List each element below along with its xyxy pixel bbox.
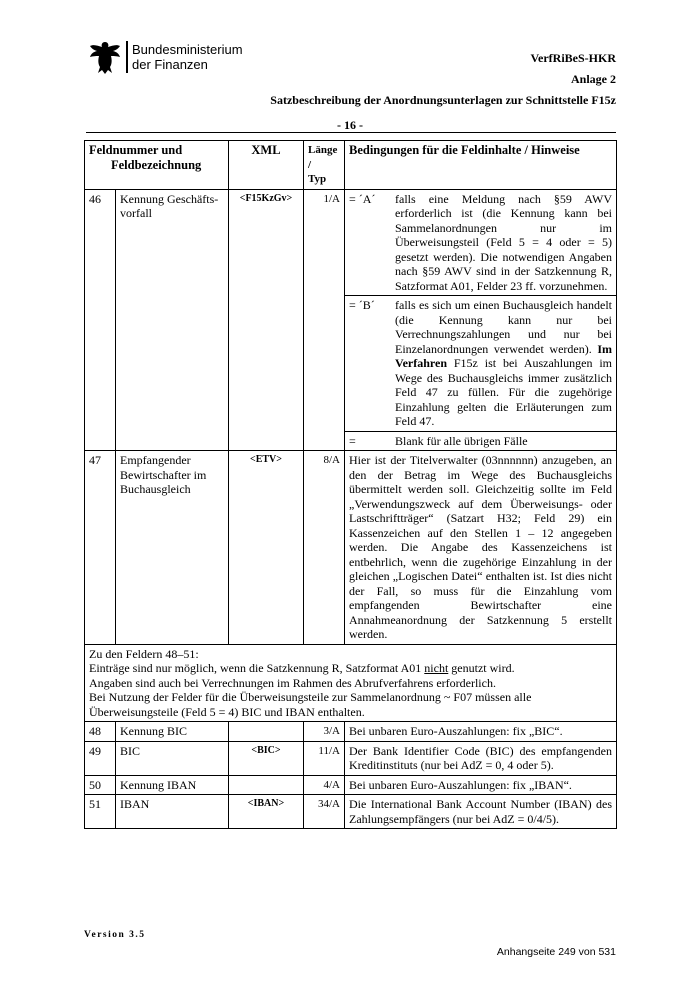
condition-a: = ´A´ falls eine Meldung nach §59 AWV erforderlich ist (die Kennung kann bei Sammelanordnungen nur im Überweisungsteil (Feld 5 = 4 oder = 5) gesetzt werden). Die notwendigen Angaben nach §59 AWV sind in der Satzkennung R, Satzformat A01, Felder 23 ff. vorzunehmen. xyxy=(345,189,617,296)
table-row: 49 BIC <BIC> 11/A Der Bank Identifier Code (BIC) des empfangenden Kreditinstituts (nur bei AdZ = 0, 4 oder 5). xyxy=(85,741,617,775)
table-row: 48 Kennung BIC 3/A Bei unbaren Euro-Auszahlungen: fix „BIC“. xyxy=(85,722,617,742)
appendix-page-label: Anhangseite 249 von 531 xyxy=(496,946,616,958)
fields-48-51-note: Zu den Feldern 48–51: Einträge sind nur möglich, wenn die Satzkennung R, Satzformat A01 nicht genutzt wird. Angaben sind auch bei Verrechnungen im Rahmen des Abrufverfahrens erforderlich. Bei Nutzung der Felder für die Überweisungsteile zur Sammelanordnung ~ F07 müssen alle Überweisungsteile (Feld 5 = 4) BIC und IBAN enthalten. xyxy=(85,644,617,722)
version-label: Version 3.5 xyxy=(84,930,146,940)
doc-id: VerfRiBeS-HKR xyxy=(530,51,616,65)
table-row: 50 Kennung IBAN 4/A Bei unbaren Euro-Auszahlungen: fix „IBAN“. xyxy=(85,775,617,795)
page-number: - 16 - xyxy=(337,118,363,132)
col-field: Feldnummer und Feldbezeichnung xyxy=(85,141,229,190)
table-row: 51 IBAN <IBAN> 34/A Die International Bank Account Number (IBAN) des Zahlungsempfängers (nur bei AdZ = 0/4/5). xyxy=(85,795,617,829)
condition-b: = ´B´ falls es sich um einen Buchausgleich handelt (die Kennung kann nur bei Verrechnungszahlungen und nur bei Einzelanordnungen verwendet werden). Im Verfahren F15z ist bei Auszahlungen im Wege des Buchausgleichs immer zusätzlich Feld 47 zu füllen. Für die zugehörige Einzahlung gelten die Erläuterungen zum Feld 47. xyxy=(345,296,617,432)
col-xml: XML xyxy=(229,141,304,190)
table-row-46: 46 Kennung Geschäfts-vorfall <F15KzGv> 1/A = ´A´ falls eine Meldung nach §59 AWV erforderlich ist (die Kennung kann bei Sammelanordnungen nur im Überweisungsteil (Feld 5 = 4 oder = 5) gesetzt werden). Die notwendigen Angaben nach §59 AWV sind in der Satzkennung R, Satzformat A01, Felder 23 ff. vorzunehmen. xyxy=(85,189,617,296)
appendix-label: Anlage 2 xyxy=(571,72,616,86)
table-row-47: 47 Empfangender Bewirtschafter im Buchausgleich <ETV> 8/A Hier ist der Titelverwalter (03nnnnnn) anzugeben, an den der Betrag im Wege des Buchausgleichs übermittelt werden soll. Gleichzeitig sollte im Feld „Verwendungszweck auf dem Überweisungs- oder Lastschriftträger“ (Satzart H32; Feld 29) ein Kassenzeichen auf den Stellen 1 – 12 angegeben werden. Die Angabe des Kassenzeichens ist entbehrlich, wenn die zugehörige Einzahlung in der gleichen „Logischen Datei“ enthalten ist. Ist dies nicht der Fall, so muss für die Einzahlung vom empfangenden Bewirtschafter eine Annahmeanordnung der Satzkennung 5 erstellt werden. xyxy=(85,451,617,645)
ministry-divider xyxy=(126,41,128,73)
field-table xyxy=(84,140,617,829)
condition-blank: = Blank für alle übrigen Fälle xyxy=(345,431,617,451)
doc-subtitle: Satzbeschreibung der Anordnungsunterlagen zur Schnittstelle F15z xyxy=(270,93,616,107)
federal-eagle-logo xyxy=(88,40,122,76)
ministry-name xyxy=(132,42,243,72)
col-length: Länge / Typ xyxy=(304,141,345,190)
col-conditions: Bedingungen für die Feldinhalte / Hinweise xyxy=(345,141,617,190)
table-header-row xyxy=(85,141,617,190)
header-rule xyxy=(86,132,616,133)
ministry-line2: der Finanzen xyxy=(132,57,208,72)
ministry-line1: Bundesministerium xyxy=(132,42,243,57)
